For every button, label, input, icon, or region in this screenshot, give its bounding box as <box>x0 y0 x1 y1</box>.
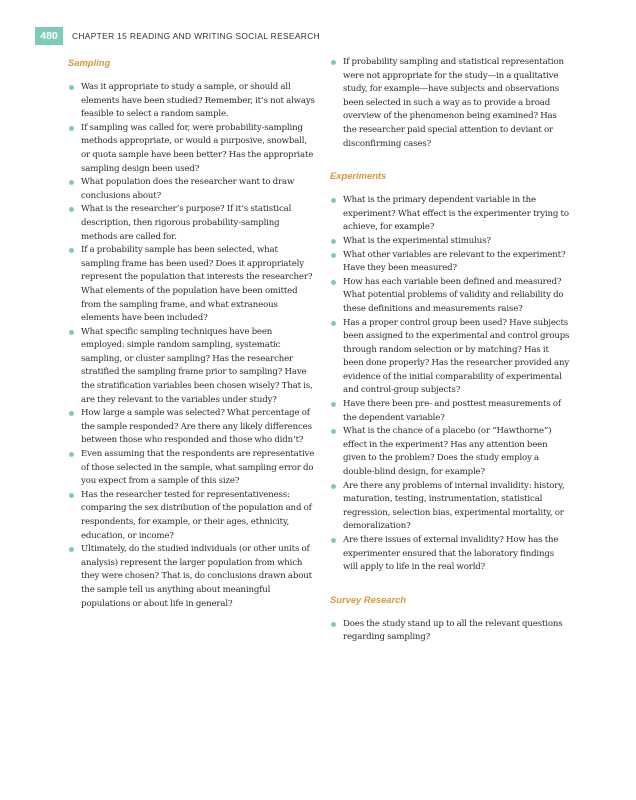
question-text: What population does the researcher want to draw conclusions about? <box>81 177 295 201</box>
bullet-icon <box>331 538 336 543</box>
question-item <box>330 276 570 317</box>
bullet-icon <box>331 402 336 407</box>
question-text: What is the chance of a placebo (or “Hawthorne”) effect in the experiment? Has any attention been given to the problem? Does the study employ a double-blind design, for example? <box>343 426 552 478</box>
question-text: If probability sampling and statistical representation were not appropriate for the study—in a qualitative study, for example—have subjects and observations been selected in such a way as to provide a broad overview of the phenomenon being examined? Has the researcher paid special attention to deviant or disconfirming cases? <box>343 57 564 149</box>
question-text: If a probability sample has been selected, what sampling frame has been used? Does it appropriately represent the population that interests the researcher? What elements of the population have been omitted from the sampling frame, and what extraneous elements have been included? <box>81 245 313 324</box>
question-text: What other variables are relevant to the experiment? Have they been measured? <box>343 249 566 274</box>
survey-question-list <box>330 618 570 645</box>
question-item <box>330 534 570 575</box>
question-text: What specific sampling techniques have been employed: simple random sampling, systematic sampling, or cluster sampling? Has the researcher stratified the sampling frame prior to sampling? Have the stratification variables been chosen wisely? That is, are they relevant to the variables under study? <box>81 326 313 405</box>
bullet-icon <box>69 330 74 335</box>
bullet-icon <box>69 207 74 212</box>
question-item <box>68 326 316 408</box>
section-title-survey-research: Survey Research <box>330 593 407 605</box>
page-number: 480 <box>35 27 63 45</box>
question-text: What is the experimental stimulus? <box>343 235 491 246</box>
question-text: Ultimately, do the studied individuals (or other units of analysis) represent the larger population from which they were chosen? That is, do conclusions drawn about the sample tell us anything about meaningful populations or about life in general? <box>81 544 312 609</box>
bullet-icon <box>331 429 336 434</box>
question-item <box>68 203 316 244</box>
question-text: Does the study stand up to all the relevant questions regarding sampling? <box>343 618 563 643</box>
question-item <box>68 448 316 489</box>
bullet-icon <box>331 60 336 65</box>
sampling-question-list-continued <box>330 56 570 151</box>
bullet-icon <box>69 411 74 416</box>
bullet-icon <box>331 198 336 203</box>
question-item <box>68 489 316 543</box>
section-title-experiments: Experiments <box>330 170 387 182</box>
experiments-question-list <box>330 194 570 575</box>
bullet-icon <box>331 622 336 627</box>
question-item <box>330 235 570 249</box>
question-item <box>68 122 316 176</box>
question-text: Are there any problems of internal invalidity: history, maturation, testing, instrumentation, statistical regression, selection bias, experimental mortality, or demoralization? <box>343 480 565 532</box>
bullet-icon <box>69 493 74 498</box>
right-column <box>330 56 570 645</box>
question-item <box>68 543 316 611</box>
left-column <box>68 56 316 611</box>
question-text: Are there issues of external invalidity? How has the experimenter ensured that the laboratory findings will apply to life in the real world? <box>343 535 559 573</box>
question-text: What is the primary dependent variable in the experiment? What effect is the experimenter trying to achieve, for example? <box>343 195 569 233</box>
question-item <box>330 618 570 645</box>
bullet-icon <box>69 547 74 552</box>
question-text: How large a sample was selected? What percentage of the sample responded? Are there any likely differences between those who responded and those who didn’t? <box>81 408 312 446</box>
bullet-icon <box>331 321 336 326</box>
question-item <box>68 176 316 203</box>
question-item <box>330 398 570 425</box>
question-item <box>330 480 570 534</box>
question-item <box>68 81 316 122</box>
question-text: Was it appropriate to study a sample, or should all elements have been studied? Remember, it’s not always feasible to select a random sample. <box>81 82 315 120</box>
question-item <box>68 407 316 448</box>
bullet-icon <box>69 452 74 457</box>
question-text: Even assuming that the respondents are representative of those selected in the sample, what sampling error do you expect from a sample of this size? <box>81 449 315 487</box>
question-text: Has a proper control group been used? Have subjects been assigned to the experimental and control groups through random selection or by matching? Has it been done properly? Has the researcher provided any evidence of the initial comparability of experimental and control-group subjects? <box>343 317 570 396</box>
question-item <box>68 244 316 326</box>
sampling-question-list <box>68 81 316 611</box>
bullet-icon <box>69 248 74 253</box>
question-item <box>330 56 570 151</box>
bullet-icon <box>331 253 336 258</box>
question-text: What is the researcher’s purpose? If it’s statistical description, then rigorous probability-sampling methods are called for. <box>81 204 292 242</box>
bullet-icon <box>69 85 74 90</box>
question-item <box>330 249 570 276</box>
question-text: Have there been pre- and posttest measurements of the dependent variable? <box>343 399 561 423</box>
running-head: CHAPTER 15 READING AND WRITING SOCIAL RESEARCH <box>72 31 321 41</box>
question-text: How has each variable been defined and measured? What potential problems of validity and reliability do these definitions and measurements raise? <box>343 276 564 314</box>
bullet-icon <box>331 239 336 244</box>
bullet-icon <box>331 484 336 489</box>
section-title-sampling: Sampling <box>68 57 111 68</box>
question-text: Has the researcher tested for representativeness: comparing the sex distribution of the population and of respondents, for example, or their ages, ethnicity, education, or income? <box>81 489 312 541</box>
bullet-icon <box>69 180 74 185</box>
question-text: If sampling was called for, were probability-sampling methods appropriate, or would a purposive, snowball, or quota sample have been better? Has the appropriate sampling design been used? <box>81 122 314 174</box>
question-item <box>330 317 570 399</box>
bullet-icon <box>69 126 74 131</box>
question-item <box>330 194 570 235</box>
bullet-icon <box>331 280 336 285</box>
question-item <box>330 425 570 479</box>
